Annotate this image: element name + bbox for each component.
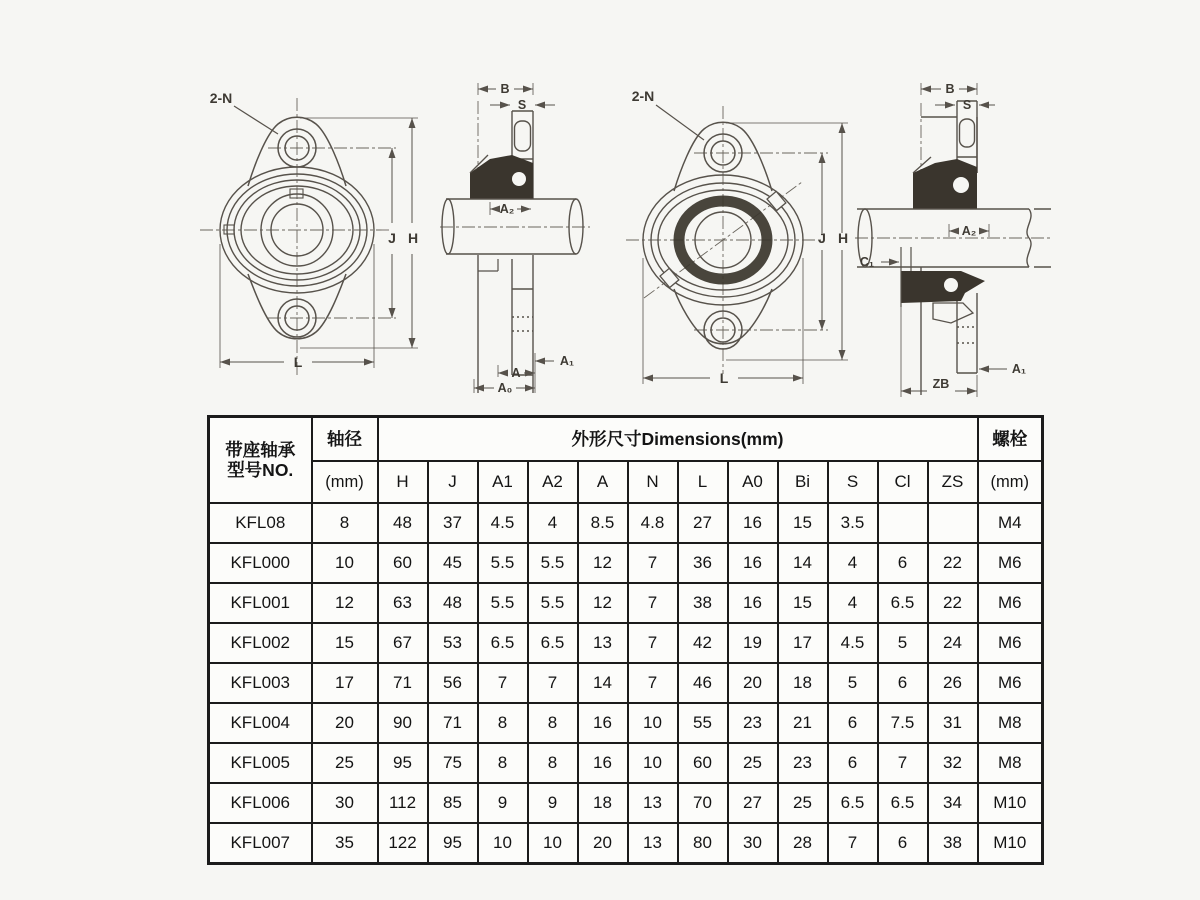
dim-cell: 30 [728,823,778,864]
shaft-header: 轴径 [312,417,378,462]
dim-cell: 48 [428,583,478,623]
dim-cell: 9 [478,783,528,823]
dim-cell: 45 [428,543,478,583]
dim-cell: 34 [928,783,978,823]
bolt-strip [512,111,533,375]
dim-cell: 5 [828,663,878,703]
bolt-cell: M6 [978,583,1043,623]
dim-cell: 26 [928,663,978,703]
dim-cell: 9 [528,783,578,823]
dim-label-c1: C₁ [859,255,875,269]
model-header-line2: 型号NO. [227,460,294,480]
model-cell: KFL003 [209,663,312,703]
dimension-labels [632,88,848,386]
bolt-count-label: 2-N [209,90,233,106]
dim-cell: 13 [628,823,678,864]
dim-cell: 4 [828,543,878,583]
dim-cell: 7 [828,823,878,864]
bearing-section-lower [901,247,985,323]
dim-label-b: B [945,82,955,96]
dim-label-j: J [818,230,826,246]
dim-cell: 12 [578,583,628,623]
dim-cell: 36 [678,543,728,583]
dim-cell: 14 [778,543,828,583]
dim-cell: 4.8 [628,503,678,543]
dim-cell: 20 [578,823,628,864]
dim-cell: 22 [928,583,978,623]
dim-cell: 95 [428,823,478,864]
dim-cell: 16 [578,703,628,743]
dim-label-h: H [837,230,849,246]
dim-cell: 10 [528,823,578,864]
dim-cell: 18 [778,663,828,703]
dim-label-a2: A₂ [961,224,977,238]
dimension-labels [498,82,574,395]
model-cell: KFL006 [209,783,312,823]
dim-cell: 3.5 [828,503,878,543]
dim-cell: 17 [778,623,828,663]
dim-cell: 32 [928,743,978,783]
side-view-drawing-b [855,75,1055,405]
dim-column-header: A0 [728,461,778,503]
dim-cell: 4.5 [828,623,878,663]
dim-column-header: A1 [478,461,528,503]
dim-cell: 122 [378,823,428,864]
dim-cell: 5.5 [478,583,528,623]
dim-label-l: L [293,354,303,370]
bolt-cell: M6 [978,623,1043,663]
dim-cell: 37 [428,503,478,543]
dim-cell: 5.5 [478,543,528,583]
shaft-cell: 8 [312,503,378,543]
side-view-drawing-a [440,75,590,405]
dim-cell: 23 [778,743,828,783]
dim-cell: 6 [878,823,928,864]
dim-cell: 16 [728,503,778,543]
dim-cell: 10 [628,703,678,743]
dim-cell: 10 [628,743,678,783]
shaft-unit-header: (mm) [312,461,378,503]
shaft-cell: 10 [312,543,378,583]
dim-cell: 55 [678,703,728,743]
dim-cell: 13 [578,623,628,663]
model-cell: KFL001 [209,583,312,623]
dim-cell [878,503,928,543]
dim-cell: 67 [378,623,428,663]
dim-column-header: N [628,461,678,503]
dim-cell: 75 [428,743,478,783]
centerlines [626,106,828,374]
shaft-cell: 30 [312,783,378,823]
dim-cell: 71 [378,663,428,703]
model-cell: KFL000 [209,543,312,583]
dim-column-header: L [678,461,728,503]
dim-cell: 15 [778,503,828,543]
bolt-cell: M8 [978,743,1043,783]
dim-cell: 90 [378,703,428,743]
dim-cell: 6 [878,663,928,703]
table-subheader-row [209,461,1043,503]
dim-cell: 7 [628,583,678,623]
dim-cell: 14 [578,663,628,703]
dim-label-s: S [962,98,972,112]
shaft-cell: 25 [312,743,378,783]
bearing-section [470,155,533,199]
dim-column-header: S [828,461,878,503]
dim-cell: 6.5 [478,623,528,663]
dim-label-h: H [407,230,419,246]
dim-cell: 63 [378,583,428,623]
dim-label-a1: A₁ [559,354,575,368]
dimension-lines [881,83,1007,397]
dim-cell: 95 [378,743,428,783]
dim-label-a: A [511,366,521,380]
dim-cell: 42 [678,623,728,663]
bolt-unit-header: (mm) [978,461,1043,503]
dim-cell: 4.5 [478,503,528,543]
dim-cell: 38 [678,583,728,623]
dim-cell: 16 [728,543,778,583]
bolt-cell: M4 [978,503,1043,543]
dim-column-header: Cl [878,461,928,503]
dim-cell: 46 [678,663,728,703]
dim-column-header: Bi [778,461,828,503]
dim-label-s: S [517,98,527,112]
dim-cell: 15 [778,583,828,623]
dim-label-a0: A₀ [497,381,513,395]
table-row [209,503,1043,543]
dim-cell: 7 [628,663,678,703]
dim-column-header: A [578,461,628,503]
dim-cell: 7 [628,623,678,663]
bolt-cell: M10 [978,783,1043,823]
dim-cell: 112 [378,783,428,823]
bolt-header: 螺栓 [978,417,1043,462]
bolt-count-label: 2-N [631,88,655,104]
dim-cell: 4 [528,503,578,543]
dim-cell: 53 [428,623,478,663]
dim-cell: 13 [628,783,678,823]
dim-column-header: H [378,461,428,503]
dim-label-b: B [500,82,510,96]
dim-cell: 8 [478,703,528,743]
front-view-drawing-b [612,82,862,394]
dimension-table [207,415,1044,865]
dim-cell: 25 [728,743,778,783]
dim-cell: 12 [578,543,628,583]
dim-cell: 5.5 [528,543,578,583]
dim-cell: 6.5 [878,583,928,623]
dim-cell: 10 [478,823,528,864]
model-cell: KFL005 [209,743,312,783]
flange-plate [478,111,533,393]
dim-cell: 71 [428,703,478,743]
model-cell: KFL004 [209,703,312,743]
dim-cell: 56 [428,663,478,703]
dim-cell: 21 [778,703,828,743]
shaft-cell: 35 [312,823,378,864]
table-row [209,823,1043,864]
table-row [209,623,1043,663]
shaft-cell: 20 [312,703,378,743]
table-row [209,703,1043,743]
dim-cell [928,503,978,543]
bolt-cell: M10 [978,823,1043,864]
dim-column-header: J [428,461,478,503]
table-row [209,543,1043,583]
dim-cell: 60 [378,543,428,583]
shaft-cell: 12 [312,583,378,623]
table-body [209,503,1043,864]
table-header-row [209,417,1043,462]
dimension-labels [860,82,1026,391]
dim-cell: 6 [828,703,878,743]
dim-cell: 19 [728,623,778,663]
dim-cell: 8 [478,743,528,783]
dim-cell: 16 [578,743,628,783]
dim-cell: 6.5 [528,623,578,663]
dim-column-header: A2 [528,461,578,503]
table-row [209,663,1043,703]
dim-label-j: J [388,230,396,246]
model-header-line1: 带座轴承 [225,439,296,460]
dim-cell: 4 [828,583,878,623]
dim-cell: 25 [778,783,828,823]
dim-cell: 24 [928,623,978,663]
bolt-cell: M6 [978,543,1043,583]
shaft-cell: 17 [312,663,378,703]
dim-cell: 6 [828,743,878,783]
dim-cell: 27 [678,503,728,543]
model-cell: KFL007 [209,823,312,864]
model-cell: KFL08 [209,503,312,543]
dim-cell: 6.5 [878,783,928,823]
model-header [209,417,312,504]
dim-cell: 20 [728,663,778,703]
table-row [209,783,1043,823]
dim-cell: 48 [378,503,428,543]
dim-cell: 28 [778,823,828,864]
dim-label-zb: ZB [932,377,950,391]
table-row [209,743,1043,783]
dim-cell: 5.5 [528,583,578,623]
dim-cell: 6 [878,543,928,583]
dim-cell: 16 [728,583,778,623]
dim-cell: 8.5 [578,503,628,543]
dim-cell: 85 [428,783,478,823]
model-cell: KFL002 [209,623,312,663]
dim-cell: 7 [628,543,678,583]
dim-cell: 7 [478,663,528,703]
dim-label-a2: A₂ [499,202,515,216]
bearing-section-upper [913,157,977,209]
dim-cell: 5 [878,623,928,663]
bolt-cell: M8 [978,703,1043,743]
dim-label-a1: A₁ [1011,362,1027,376]
dim-label-l: L [719,370,729,386]
table-head [209,417,1043,504]
table-row [209,583,1043,623]
dim-cell: 22 [928,543,978,583]
dim-cell: 70 [678,783,728,823]
dim-cell: 27 [728,783,778,823]
dim-cell: 8 [528,743,578,783]
dim-cell: 31 [928,703,978,743]
dim-cell: 7 [878,743,928,783]
dim-cell: 6.5 [828,783,878,823]
dim-cell: 23 [728,703,778,743]
dim-cell: 18 [578,783,628,823]
dim-column-header: ZS [928,461,978,503]
dim-cell: 60 [678,743,728,783]
dim-cell: 8 [528,703,578,743]
dim-cell: 80 [678,823,728,864]
dim-cell: 38 [928,823,978,864]
shaft-cell: 15 [312,623,378,663]
dim-cell: 7.5 [878,703,928,743]
dims-header: 外形尺寸Dimensions(mm) [378,417,978,462]
bolt-cell: M6 [978,663,1043,703]
front-view-drawing-a [188,82,423,394]
dim-cell: 7 [528,663,578,703]
